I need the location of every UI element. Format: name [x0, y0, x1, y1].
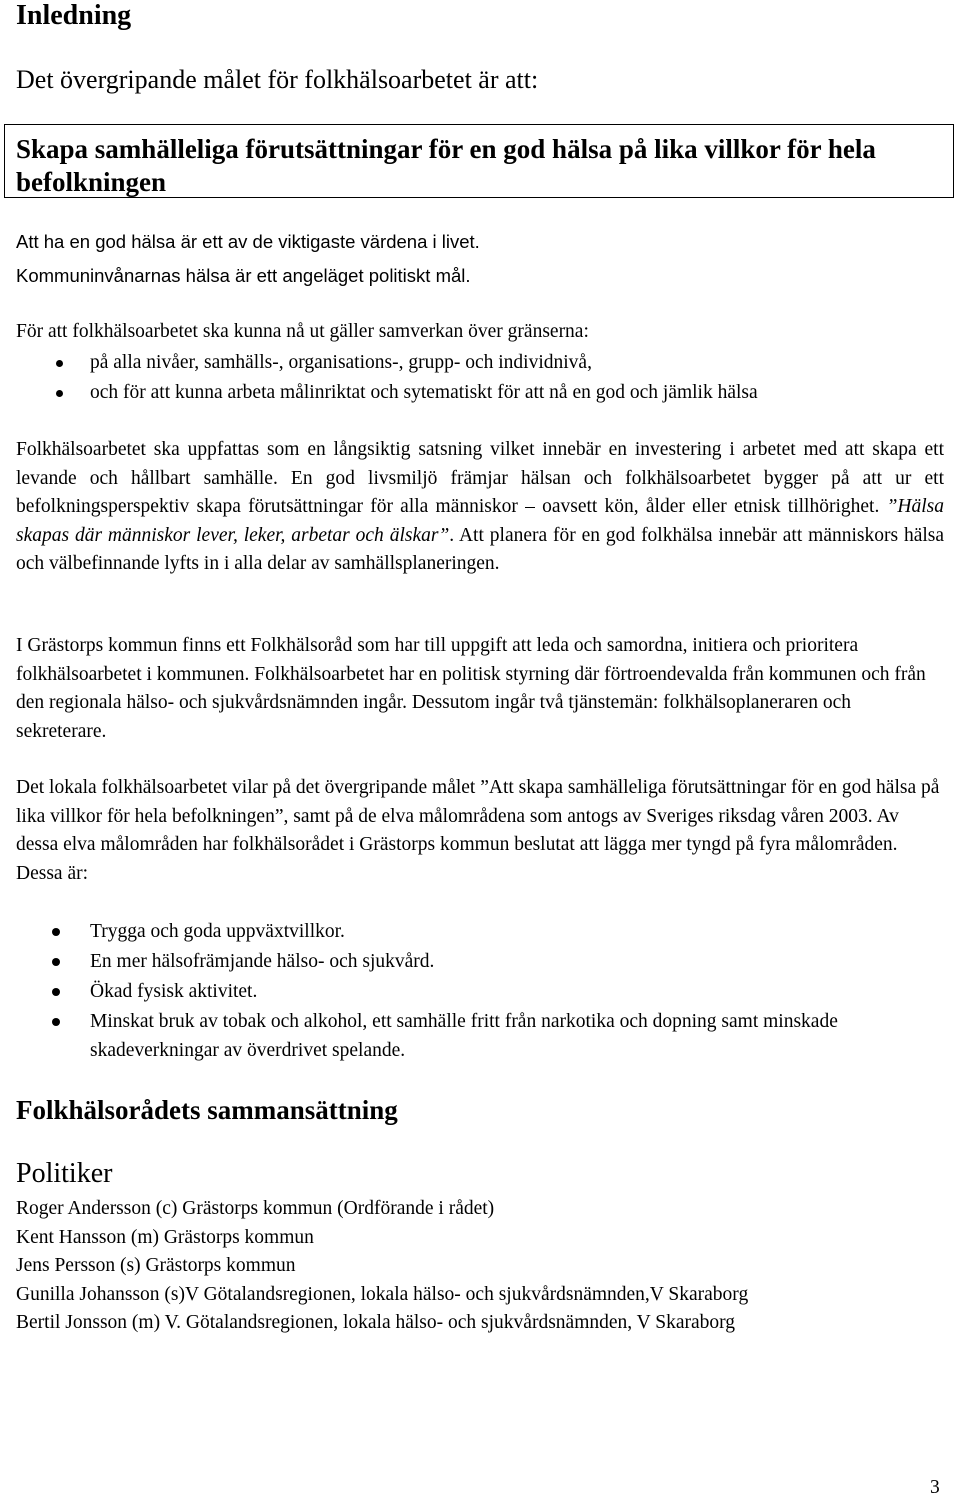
bullet-icon — [52, 958, 60, 966]
paragraph-1-line-1: Att ha en god hälsa är ett av de viktigaste värdena i livet. — [16, 231, 480, 252]
politician-entry: Kent Hansson (m) Grästorps kommun — [16, 1226, 314, 1248]
list-item-text: Ökad fysisk aktivitet. — [90, 981, 258, 1002]
paragraph-2-lead: För att folkhälsoarbetet ska kunna nå ut gäller samverkan över gränserna: — [16, 321, 589, 342]
focus-area-list — [52, 917, 942, 1065]
paragraph-3-quote: ”Hälsa skapas där människor lever, leker, arbetar och älskar” — [16, 496, 944, 546]
politicians-heading: Politiker — [16, 1158, 113, 1189]
politician-entry: Jens Persson (s) Grästorps kommun — [16, 1255, 296, 1276]
paragraph-3-part-b: En god livsmiljö främjar hälsan och folkhälsoarbetet bygger på att ur ett befolkningsperspektiv skapa förutsättningar för alla människor – oavsett kön, ålder eller etnisk tillhörighet. — [16, 467, 945, 517]
paragraph-4: I Grästorps kommun finns ett Folkhälsoråd som har till uppgift att leda och samordna, initiera och prioritera folkhälsoarbetet i kommunen. Folkhälsoarbetet har en politisk styrning där förtroendevalda från kommunen och från den regionala hälso- och sjukvårdsnämnden ingår. Dessutom ingår två tjänstemän: folkhälsoplaneraren och sekreterare. — [16, 635, 926, 742]
paragraph-1-line-2: Kommuninvånarnas hälsa är ett angeläget politiskt mål. — [16, 265, 471, 286]
politician-entry: Roger Andersson (c) Grästorps kommun (Ordförande i rådet) — [16, 1198, 495, 1219]
list-item-text: på alla nivåer, samhälls-, organisations-, grupp- och individnivå, — [90, 352, 592, 373]
list-item-text: och för att kunna arbeta målinriktat och sytematiskt för att nå en god och jämlik hälsa — [90, 382, 758, 403]
list-item — [52, 977, 942, 1007]
list-item — [56, 349, 758, 379]
page-heading: Inledning — [16, 0, 132, 31]
paragraph-3-part-a: Folkhälsoarbetet ska uppfattas som en långsiktig satsning vilket innebär en investering i arbetet med att skapa ett levande och hållbart samhälle. — [16, 439, 944, 489]
paragraph-3 — [16, 436, 944, 579]
politicians-list — [16, 1195, 748, 1338]
bullet-icon — [52, 928, 60, 936]
list-item — [52, 947, 942, 977]
politician-entry: Bertil Jonsson (m) V. Götalandsregionen, lokala hälso- och sjukvårdsnämnden, V Skaraborg — [16, 1312, 736, 1333]
list-item — [52, 917, 942, 947]
list-item — [52, 1007, 942, 1065]
bullet-icon — [56, 360, 63, 367]
goal-text: Skapa samhälleliga förutsättningar för en god hälsa på lika villkor för hela befolkningen — [16, 134, 876, 197]
paragraph-3-part-c: . Att planera för en god folkhälsa innebär att människors hälsa och välbefinnande lyfts in i alla delar av samhällsplaneringen. — [16, 524, 945, 574]
list-item-text: Minskat bruk av tobak och alkohol, ett samhälle fritt från narkotika och dopning samt minskade skadeverkningar av överdrivet spelande. — [90, 1011, 838, 1061]
collaboration-list — [56, 349, 758, 409]
list-item — [56, 379, 758, 409]
intro-line: Det övergripande målet för folkhälsoarbetet är att: — [16, 65, 539, 94]
page-number: 3 — [930, 1477, 940, 1498]
politician-entry: Gunilla Johansson (s)V Götalandsregionen, lokala hälso- och sjukvårdsnämnden,V Skaraborg — [16, 1283, 749, 1305]
bullet-icon — [52, 988, 60, 996]
section-heading: Folkhälsorådets sammansättning — [16, 1095, 398, 1125]
list-item-text: Trygga och goda uppväxtvillkor. — [90, 921, 345, 942]
bullet-icon — [52, 1018, 60, 1026]
bullet-icon — [56, 390, 63, 397]
paragraph-5: Det lokala folkhälsoarbetet vilar på det övergripande målet ”Att skapa samhälleliga förutsättningar för en god hälsa på lika villkor för hela befolkningen”, samt på de elva målområdena som antogs av Sveriges riksdag våren 2003. Av dessa elva målområden har folkhälsorådet i Grästorps kommun beslutat att lägga mer tyngd på fyra målområden. Dessa är: — [16, 777, 940, 884]
list-item-text: En mer hälsofrämjande hälso- och sjukvård. — [90, 951, 435, 972]
goal-box — [4, 124, 954, 198]
